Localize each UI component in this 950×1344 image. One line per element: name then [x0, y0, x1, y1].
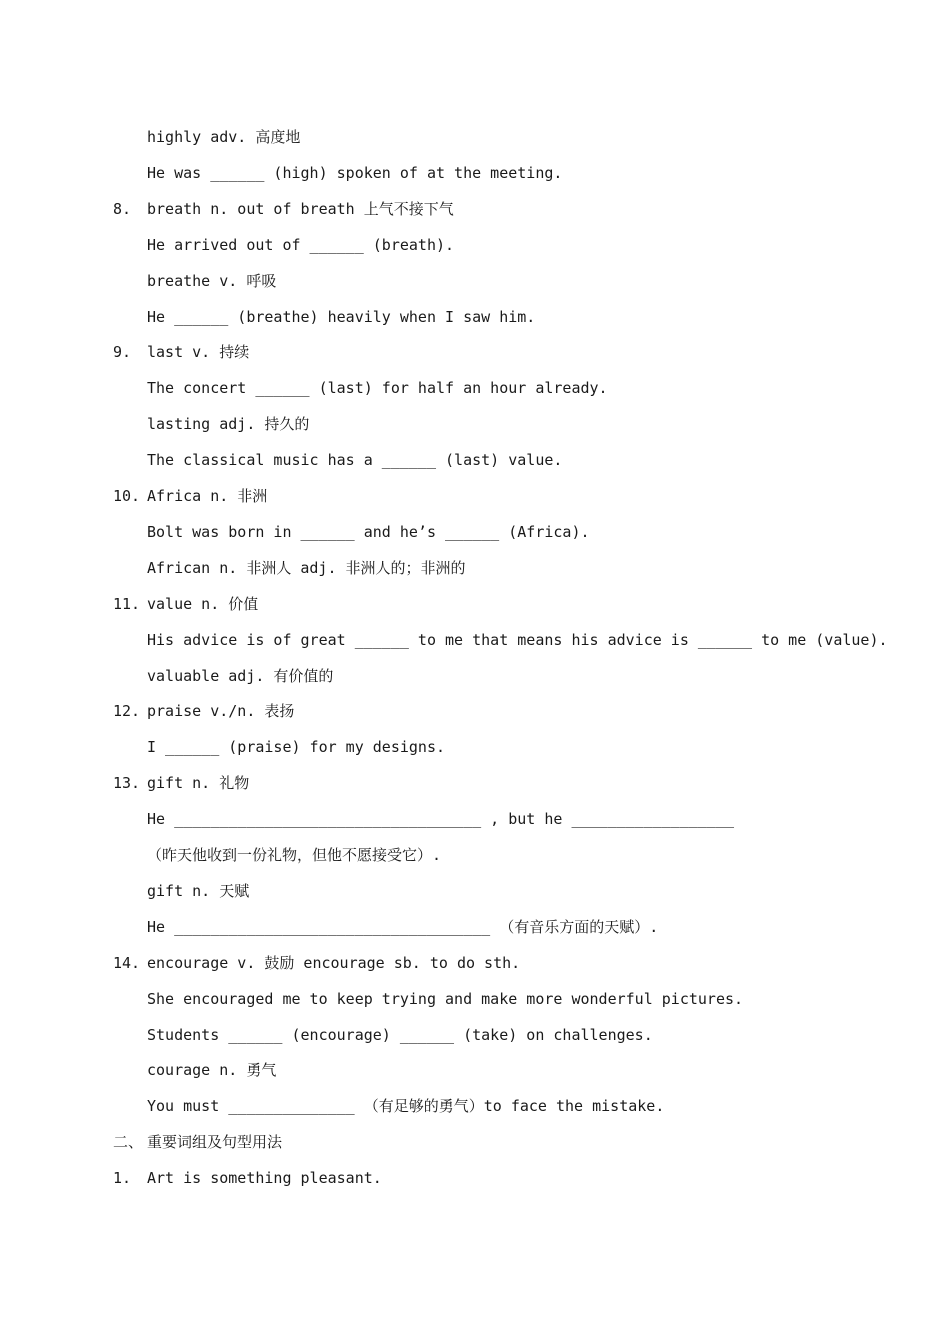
document-line: （昨天他收到一份礼物，但他不愿接受它）. [147, 846, 442, 864]
document-line: Students ______ (encourage) ______ (take) on challenges. [147, 1026, 653, 1044]
document-line: praise v./n. 表扬 [147, 702, 295, 720]
document-line: I ______ (praise) for my designs. [147, 738, 446, 756]
document-line: breath n. out of breath 上气不接下气 [147, 200, 454, 218]
document-line: His advice is of great ______ to me that means his advice is ______ to me (value). [147, 631, 888, 649]
item-number: 11. [113, 595, 141, 613]
item-number: 10. [113, 487, 141, 505]
item-number: 14. [113, 954, 141, 972]
document-line: He ______ (breathe) heavily when I saw him. [147, 308, 536, 326]
item-number: 8. [113, 200, 132, 218]
document-line: He ___________________________________ （有音乐方面的天赋）. [147, 918, 659, 936]
document-line: African n. 非洲人 adj. 非洲人的；非洲的 [147, 559, 466, 577]
document-line: You must ______________ （有足够的勇气）to face the mistake. [147, 1097, 665, 1115]
document-line: She encouraged me to keep trying and make more wonderful pictures. [147, 990, 744, 1008]
document-line: The concert ______ (last) for half an hour already. [147, 379, 608, 397]
document-line: He was ______ (high) spoken of at the meeting. [147, 164, 563, 182]
section-heading: 重要词组及句型用法 [147, 1133, 283, 1151]
document-line: He __________________________________ , but he __________________ [147, 810, 734, 828]
document-line: last v. 持续 [147, 343, 250, 361]
document-line: valuable adj. 有价值的 [147, 667, 334, 685]
document-line: Art is something pleasant. [147, 1169, 382, 1187]
document-line: He arrived out of ______ (breath). [147, 236, 455, 254]
document-line: courage n. 勇气 [147, 1061, 277, 1079]
document-line: value n. 价值 [147, 595, 259, 613]
document-line: Bolt was born in ______ and he’s ______ (Africa). [147, 523, 590, 541]
document-line: gift n. 天赋 [147, 882, 250, 900]
document-line: gift n. 礼物 [147, 774, 250, 792]
document-line: lasting adj. 持久的 [147, 415, 310, 433]
item-number: 12. [113, 702, 141, 720]
document-line: breathe v. 呼吸 [147, 272, 277, 290]
document-line: The classical music has a ______ (last) value. [147, 451, 563, 469]
document-line: Africa n. 非洲 [147, 487, 268, 505]
document-line: highly adv. 高度地 [147, 128, 301, 146]
document-line: encourage v. 鼓励 encourage sb. to do sth. [147, 954, 521, 972]
item-number: 1. [113, 1169, 132, 1187]
item-number: 9. [113, 343, 132, 361]
item-number: 13. [113, 774, 141, 792]
item-number: 二、 [113, 1133, 144, 1151]
